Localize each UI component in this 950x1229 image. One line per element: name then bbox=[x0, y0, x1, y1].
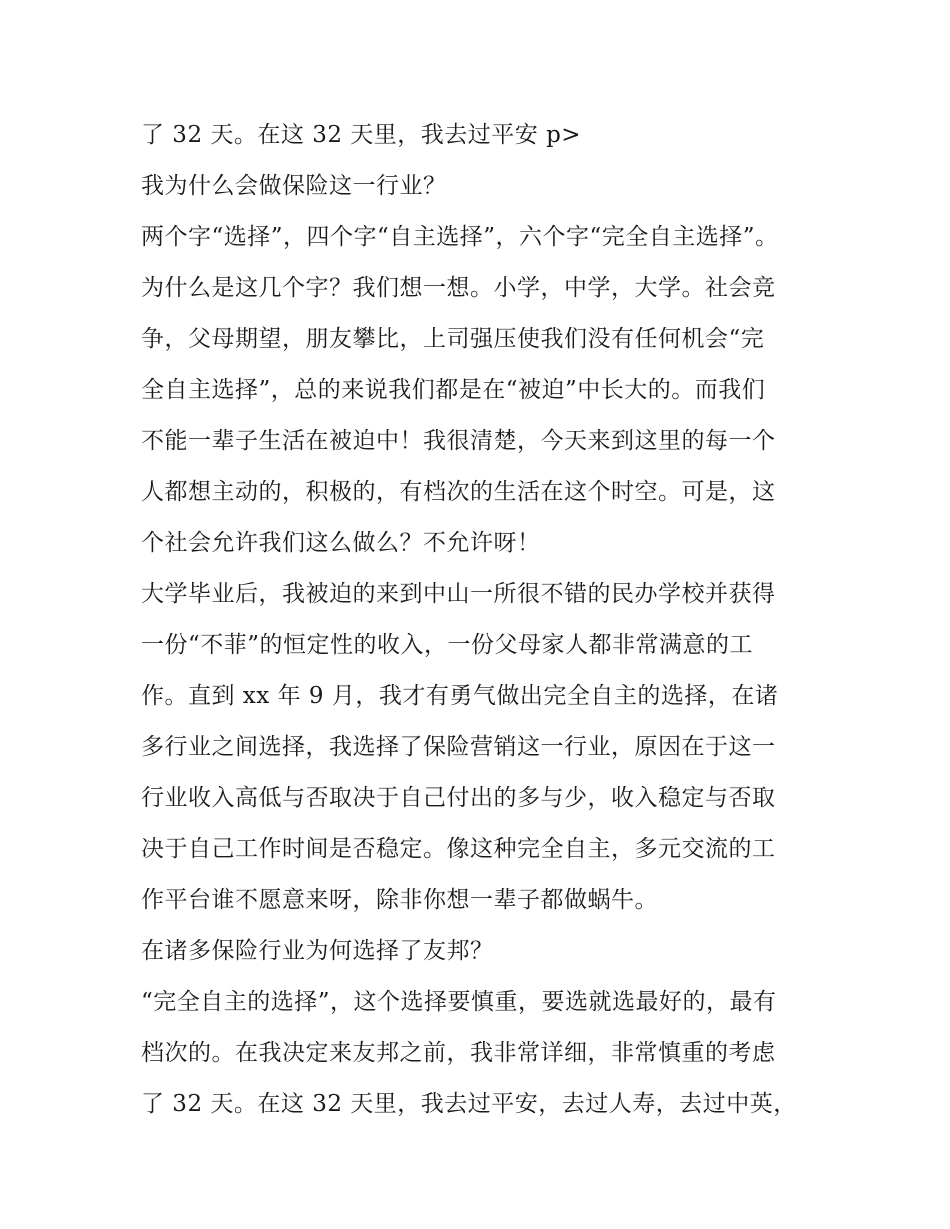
text-line: 个社会允许我们这么做么？不允许呀！ bbox=[141, 530, 541, 556]
text-line: 了 32 天。在这 32 天里，我去过平安 p> bbox=[141, 122, 582, 148]
text-line: 多行业之间选择，我选择了保险营销这一行业，原因在于这一 bbox=[141, 734, 776, 760]
text-line: 一份“不菲”的恒定性的收入，一份父母家人都非常满意的工 bbox=[141, 632, 754, 658]
text-line: 全自主选择”，总的来说我们都是在“被迫”中长大的。而我们 bbox=[141, 377, 766, 403]
text-line: 争，父母期望，朋友攀比，上司强压使我们没有任何机会“完 bbox=[141, 326, 765, 352]
section-question: 我为什么会做保险这一行业？ bbox=[141, 173, 447, 199]
text-line: 大学毕业后，我被迫的来到中山一所很不错的民办学校并获得 bbox=[141, 581, 776, 607]
text-line: 为什么是这几个字？我们想一想。小学，中学，大学。社会竞 bbox=[141, 275, 776, 301]
text-line: 档次的。在我决定来友邦之前，我非常详细，非常慎重的考虑 bbox=[141, 1040, 776, 1066]
text-line: 人都想主动的，积极的，有档次的生活在这个时空。可是，这 bbox=[141, 479, 776, 505]
text-line: 两个字“选择”，四个字“自主选择”，六个字“完全自主选择”。 bbox=[141, 224, 779, 250]
text-line: 决于自己工作时间是否稳定。像这种完全自主，多元交流的工 bbox=[141, 836, 776, 862]
text-line: “完全自主的选择”，这个选择要慎重，要选就选最好的，最有 bbox=[141, 989, 777, 1015]
document-body bbox=[141, 110, 821, 1130]
text-line: 不能一辈子生活在被迫中！我很清楚，今天来到这里的每一个 bbox=[141, 428, 776, 454]
text-line: 了 32 天。在这 32 天里，我去过平安，去过人寿，去过中英， bbox=[141, 1091, 797, 1117]
text-line: 作平台谁不愿意来呀，除非你想一辈子都做蜗牛。 bbox=[141, 887, 658, 913]
text-line: 行业收入高低与否取决于自己付出的多与少，收入稳定与否取 bbox=[141, 785, 776, 811]
section-question: 在诸多保险行业为何选择了友邦？ bbox=[141, 938, 494, 964]
text-line: 作。直到 xx 年 9 月，我才有勇气做出完全自主的选择，在诸 bbox=[141, 683, 779, 709]
